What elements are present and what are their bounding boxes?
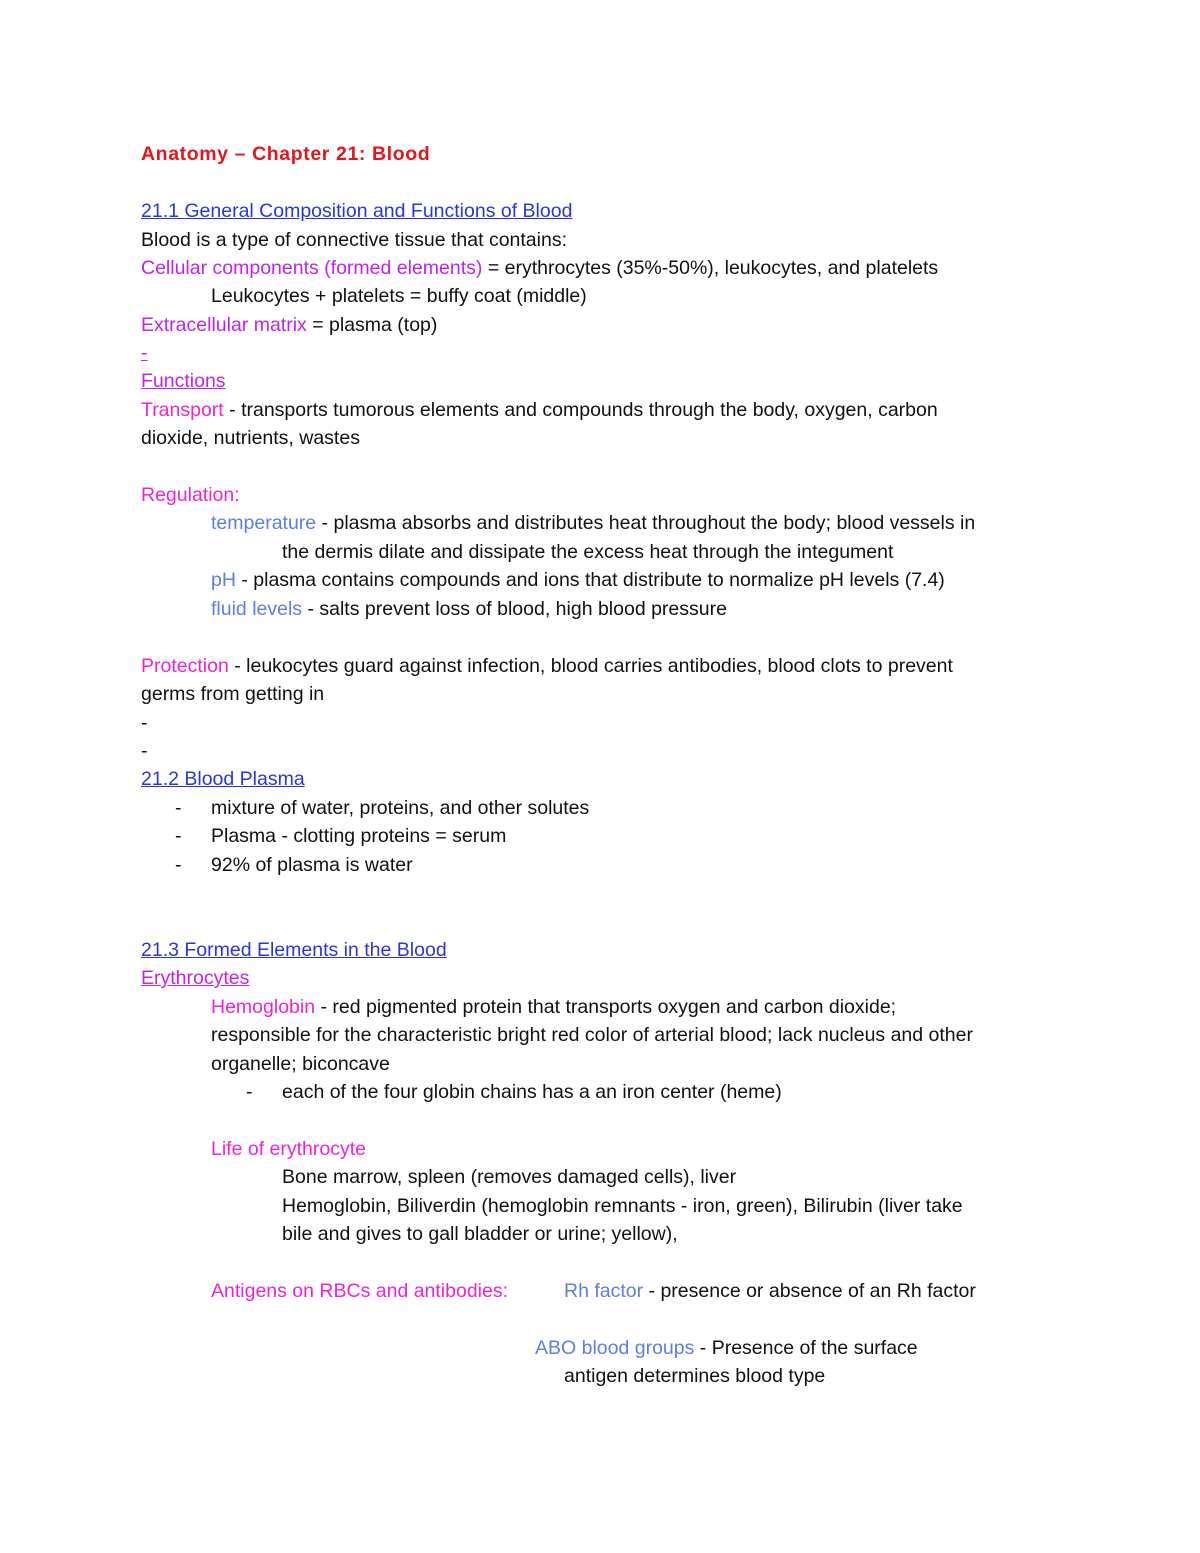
fluid-levels-label: fluid levels	[211, 598, 303, 620]
hemoglobin-line	[211, 995, 896, 1019]
transport-line	[141, 398, 938, 422]
cellular-components-line	[141, 256, 938, 280]
protection-line-2: germs from getting in	[141, 683, 325, 705]
temperature-label: temperature	[211, 512, 317, 534]
globin-list-item: each of the four globin chains has a an iron center (heme)	[282, 1081, 782, 1103]
rh-factor-text: - presence or absence of an Rh factor	[643, 1280, 976, 1302]
list-item: mixture of water, proteins, and other solutes	[211, 797, 590, 819]
regulation-label: Regulation:	[141, 484, 240, 506]
erythrocytes-heading[interactable]	[141, 966, 249, 990]
abo-label: ABO blood groups	[535, 1337, 695, 1359]
section-link-21-1[interactable]: 21.1 General Composition and Functions of Blood	[141, 200, 573, 222]
bullet-dash: -	[246, 1081, 253, 1103]
protection-text: - leukocytes guard against infection, blood carries antibodies, blood clots to prevent	[228, 655, 953, 677]
ph-line	[211, 568, 945, 592]
intro-text: Blood is a type of connective tissue that contains:	[141, 229, 568, 251]
abo-line	[535, 1336, 918, 1360]
empty-link-dash[interactable]: -	[141, 342, 148, 364]
temperature-line	[211, 511, 975, 535]
section-heading-21-2[interactable]	[141, 767, 305, 791]
fluid-levels-line	[211, 597, 727, 621]
hemoglobin-text: - red pigmented protein that transports oxygen and carbon dioxide;	[315, 996, 897, 1018]
extracellular-matrix-line	[141, 313, 437, 337]
abo-text: - Presence of the surface	[694, 1337, 918, 1359]
protection-line	[141, 654, 953, 678]
rh-factor-line	[564, 1279, 976, 1303]
transport-text: - transports tumorous elements and compounds through the body, oxygen, carbon	[223, 399, 938, 421]
erythrocytes-link[interactable]: Erythrocytes	[141, 967, 250, 989]
temperature-text: - plasma absorbs and distributes heat throughout the body; blood vessels in	[316, 512, 976, 534]
dash-line: -	[141, 712, 148, 734]
hemoglobin-line-3: organelle; biconcave	[211, 1053, 390, 1075]
antigens-label: Antigens on RBCs and antibodies:	[211, 1280, 509, 1302]
life-line-2: Hemoglobin, Biliverdin (hemoglobin remnants - iron, green), Bilirubin (liver take	[282, 1195, 963, 1217]
life-line-3: bile and gives to gall bladder or urine; yellow),	[282, 1223, 678, 1245]
life-of-erythrocyte-label: Life of erythrocyte	[211, 1138, 366, 1160]
section-link-21-3[interactable]: 21.3 Formed Elements in the Blood	[141, 939, 447, 961]
ph-label: pH	[211, 569, 236, 591]
list-item: Plasma - clotting proteins = serum	[211, 825, 507, 847]
cellular-components-text: = erythrocytes (35%-50%), leukocytes, and platelets	[482, 257, 939, 279]
hemoglobin-label: Hemoglobin	[211, 996, 316, 1018]
bullet-dash: -	[175, 797, 182, 819]
cellular-components-label: Cellular components (formed elements)	[141, 257, 483, 279]
transport-label: Transport	[141, 399, 224, 421]
section-heading-21-1[interactable]	[141, 199, 572, 223]
section-link-21-2[interactable]: 21.2 Blood Plasma	[141, 768, 305, 790]
bullet-dash: -	[175, 854, 182, 876]
extracellular-matrix-label: Extracellular matrix	[141, 314, 307, 336]
functions-heading[interactable]	[141, 369, 226, 393]
fluid-levels-text: - salts prevent loss of blood, high blood pressure	[302, 598, 727, 620]
page-title: Anatomy – Chapter 21: Blood	[141, 143, 431, 165]
extracellular-matrix-text: = plasma (top)	[306, 314, 438, 336]
transport-line-2: dioxide, nutrients, wastes	[141, 427, 360, 449]
functions-link[interactable]: Functions	[141, 370, 226, 392]
ph-text: - plasma contains compounds and ions that distribute to normalize pH levels (7.4)	[235, 569, 945, 591]
section-heading-21-3[interactable]	[141, 938, 447, 962]
protection-label: Protection	[141, 655, 229, 677]
temperature-line-2: the dermis dilate and dissipate the excess heat through the integument	[282, 541, 894, 563]
dash-line: -	[141, 740, 148, 762]
rh-factor-label: Rh factor	[564, 1280, 644, 1302]
life-line-1: Bone marrow, spleen (removes damaged cells), liver	[282, 1166, 737, 1188]
hemoglobin-line-2: responsible for the characteristic bright red color of arterial blood; lack nucleus and other	[211, 1024, 973, 1046]
list-item: 92% of plasma is water	[211, 854, 413, 876]
buffy-coat-line: Leukocytes + platelets = buffy coat (middle)	[211, 285, 587, 307]
abo-line-2: antigen determines blood type	[564, 1365, 826, 1387]
bullet-dash: -	[175, 825, 182, 847]
